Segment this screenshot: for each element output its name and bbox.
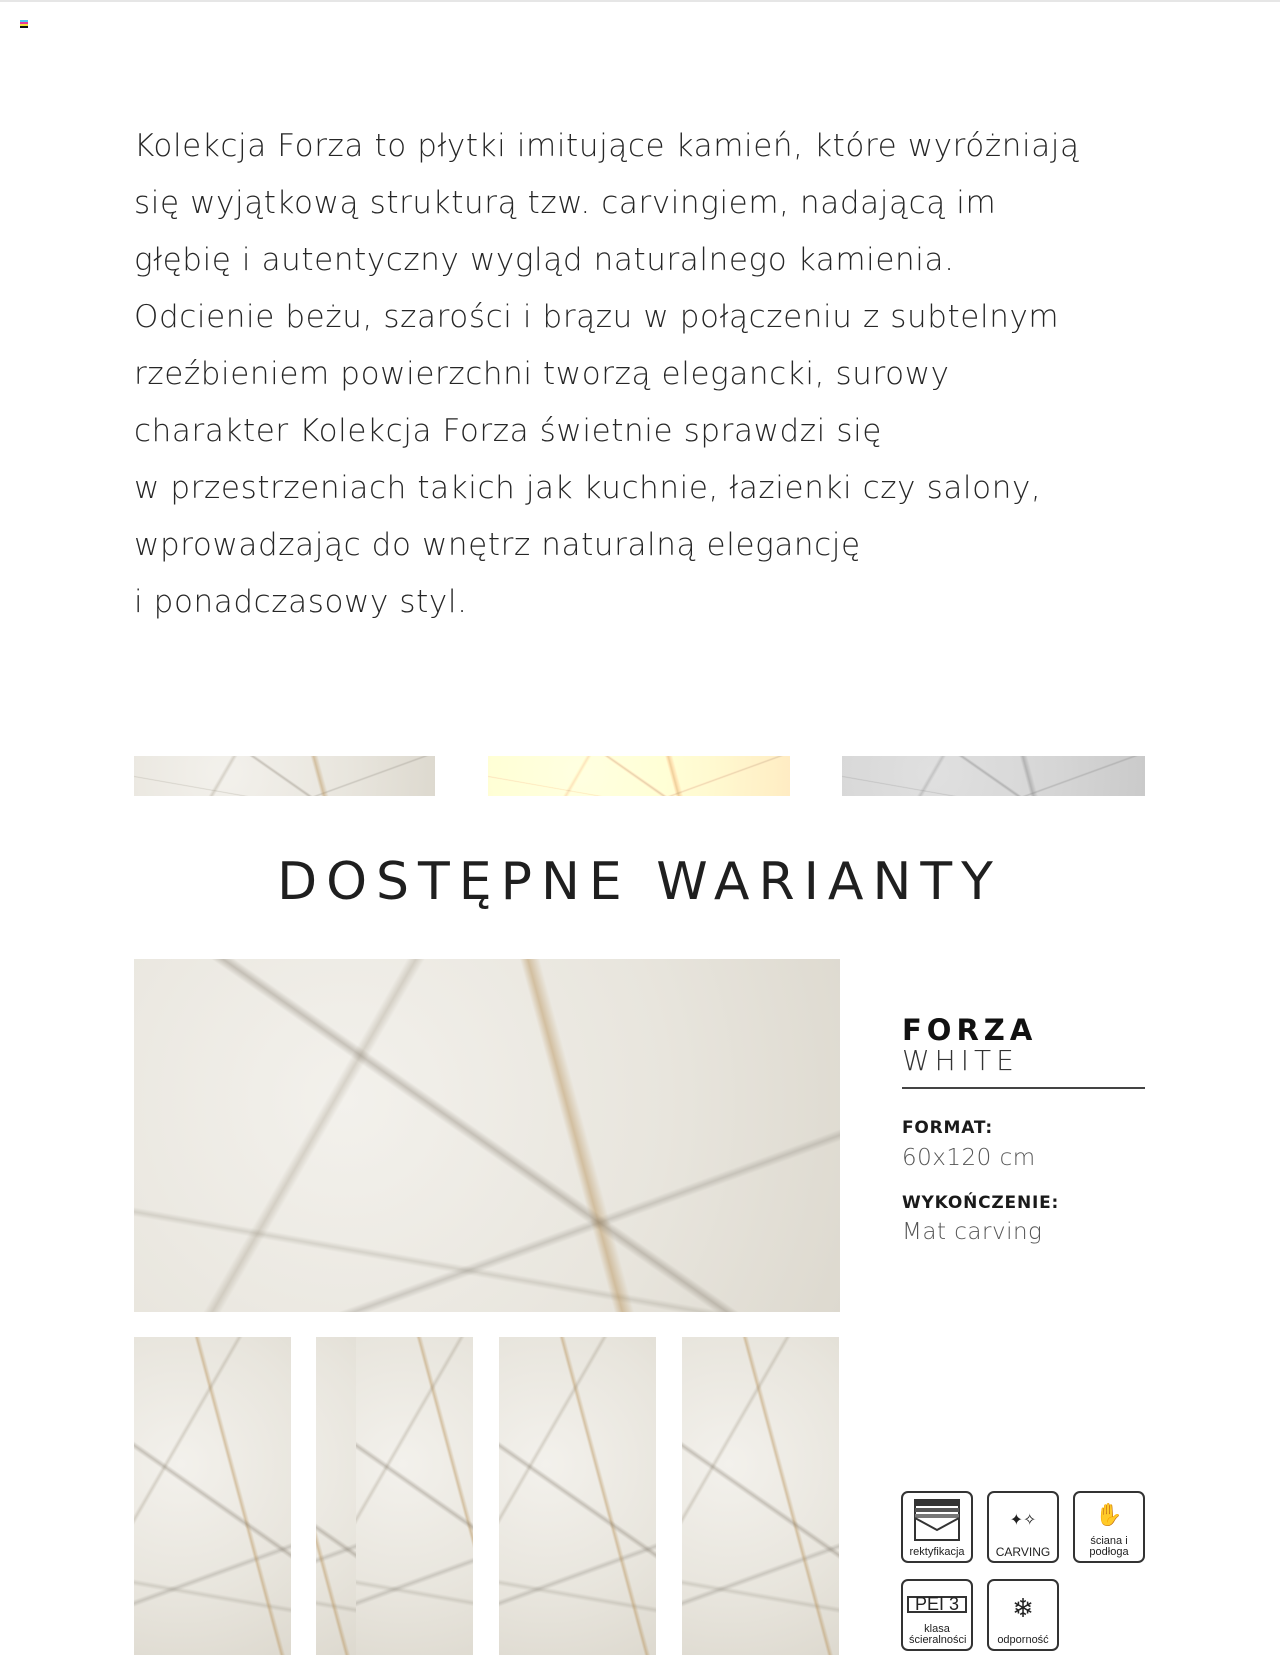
collection-description xyxy=(134,118,1154,631)
description-line: Kolekcja Forza to płytki imitujące kamień, które wyróżniają xyxy=(134,128,1080,164)
carving-icon: ✦✧ xyxy=(1009,1511,1037,1529)
top-border xyxy=(0,0,1280,2)
pei-badge xyxy=(901,1579,973,1651)
wall-floor-badge xyxy=(1073,1491,1145,1563)
wall-floor-label: ściana i podłoga xyxy=(1089,1535,1129,1558)
frost-label: odporność xyxy=(997,1634,1049,1646)
rectified-label: rektyfikacja xyxy=(909,1546,965,1558)
tile-image-small xyxy=(134,1337,291,1655)
description-line: Odcienie beżu, szarości i brązu w połączeniu z subtelnym xyxy=(134,299,1060,335)
rectified-badge xyxy=(901,1491,973,1563)
finish-label: WYKOŃCZENIE: xyxy=(902,1193,1060,1213)
tile-strip-beige xyxy=(488,756,790,796)
frost-badge xyxy=(987,1579,1059,1651)
product-variant: WHITE xyxy=(902,1044,1019,1077)
rectified-icon xyxy=(903,1493,971,1547)
color-registration-mark xyxy=(20,20,28,28)
carving-badge xyxy=(987,1491,1059,1563)
snowflake-icon: ❄ xyxy=(1012,1592,1034,1623)
description-line: głębię i autentyczny wygląd naturalnego kamienia. xyxy=(134,242,955,278)
description-line: w przestrzeniach takich jak kuchnie, łazienki czy salony, xyxy=(134,470,1042,506)
pei-class: PEI 3 xyxy=(907,1596,967,1613)
tile-image-small xyxy=(499,1337,656,1655)
finish-value: Mat carving xyxy=(902,1219,1043,1245)
description-line: rzeźbieniem powierzchni tworzą elegancki, surowy xyxy=(134,356,950,392)
tile-image-small xyxy=(682,1337,839,1655)
description-line: się wyjątkową strukturą tzw. carvingiem, nadającą im xyxy=(134,185,997,221)
divider xyxy=(902,1087,1145,1089)
hand-footprints-icon: ✋ xyxy=(1095,1502,1123,1527)
format-value: 60x120 cm xyxy=(902,1145,1036,1171)
tile-image-small xyxy=(316,1337,473,1655)
pei-caption: klasa ścieralności xyxy=(909,1623,967,1646)
tile-strip-grey xyxy=(842,756,1145,796)
format-label: FORMAT: xyxy=(902,1118,993,1138)
description-line: wprowadzając do wnętrz naturalną elegancję xyxy=(134,527,861,563)
carving-label: CARVING xyxy=(995,1545,1051,1559)
section-heading: DOSTĘPNE WARIANTY xyxy=(277,852,1002,912)
description-line: charakter Kolekcja Forza świetnie sprawdzi się xyxy=(134,413,882,449)
description-line: i ponadczasowy styl. xyxy=(134,584,468,620)
tile-image-large xyxy=(134,959,840,1312)
tile-strip-white xyxy=(134,756,435,796)
product-name: FORZA xyxy=(902,1013,1038,1047)
